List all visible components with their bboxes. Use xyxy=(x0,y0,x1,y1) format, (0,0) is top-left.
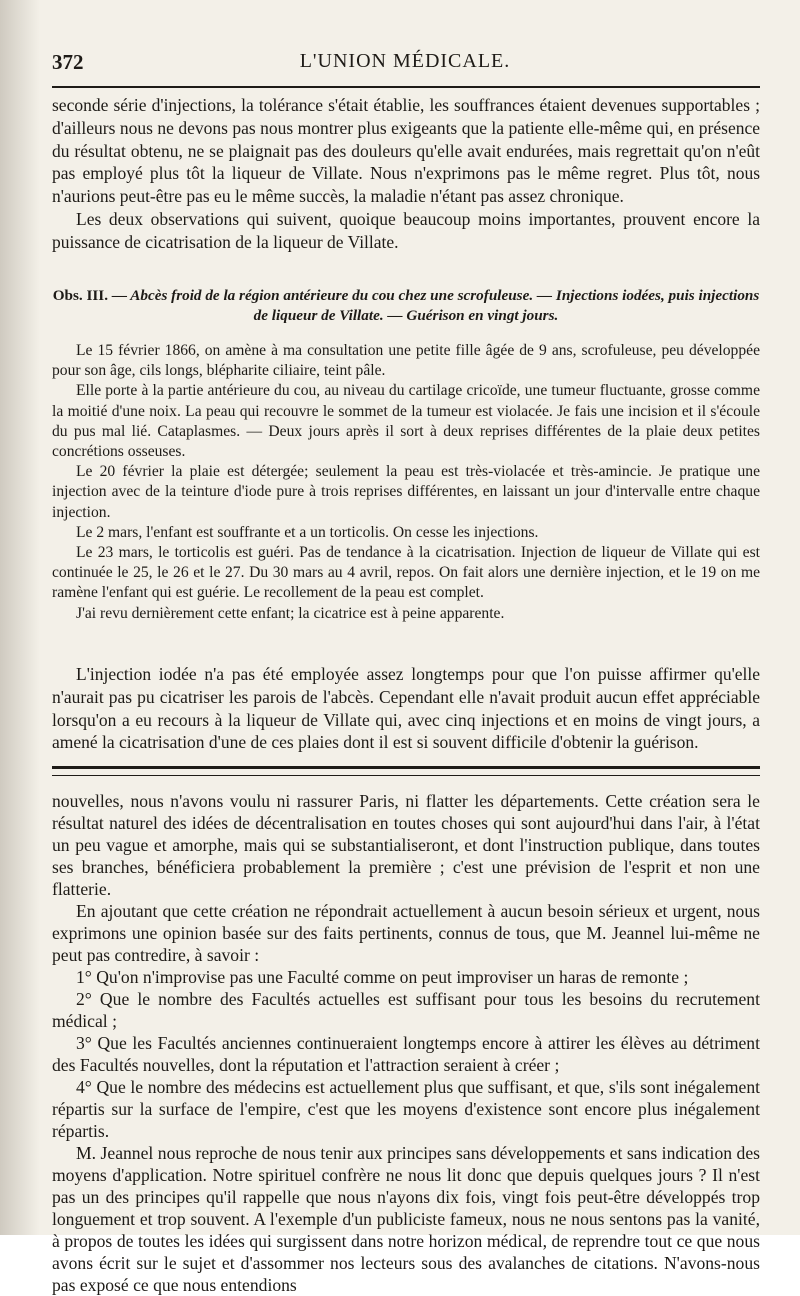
list-item: 1° Qu'on n'improvise pas une Faculté comme on peut improviser un haras de remonte ; xyxy=(76,967,689,987)
conclusion-section xyxy=(52,663,760,754)
paragraph: J'ai revu dernièrement cette enfant; la cicatrice est à peine apparente. xyxy=(76,604,505,622)
header-rule xyxy=(52,86,760,88)
paragraph: M. Jeannel nous reproche de nous tenir aux principes sans développements et sans indication des moyens d'application. Notre spirituel confrère ne nous lit donc que depuis quelques jours ? Il n'est pas un des principes qu'il rappelle que nous n'ayons dix fois, vingt fois peut-être développés trop longuement et trop souvent. A l'exemple d'un publiciste fameux, nous ne nous sentons pas la vanité, à propos de toutes les idées qui surgissent dans notre horizon médical, de reprendre tout ce que nous avons écrit sur le sujet et d'assommer nos lecteurs sous des avalanches de citations. N'avons-nous pas exposé ce que nous entendions xyxy=(52,1143,760,1295)
paragraph: seconde série d'injections, la tolérance s'était établie, les souffrances étaient devenues supportables ; d'ailleurs nous ne devons pas nous montrer plus exigeants que la patiente elle-même qui, en présence du résultat obtenu, ne se plaignait pas des douleurs qu'elle avait endurées, mais regrettait qu'on n'eût pas employé plus tôt la liqueur de Villate. Nous n'exprimons pas le même regret. Plus tôt, nous n'aurions peut-être pas eu le même succès, la maladie n'étant pas assez chronique. xyxy=(52,95,760,207)
feuilleton-separator xyxy=(52,766,760,776)
paragraph: En ajoutant que cette création ne répondrait actuellement à aucun besoin sérieux et urgent, nous exprimons une opinion basée sur des faits pertinents, connus de tous, que M. Jeannel lui-même ne peut pas contredire, à savoir : xyxy=(52,901,760,965)
feuilleton-section xyxy=(52,790,760,1296)
list-item: 4° Que le nombre des médecins est actuellement plus que suffisant, et que, s'ils sont inégalement répartis sur la surface de l'empire, c'est que les moyens d'existence sont encore plus inégalement répartis. xyxy=(52,1077,760,1141)
paragraph: nouvelles, nous n'avons voulu ni rassurer Paris, ni flatter les départements. Cette création sera le résultat naturel des idées de décentralisation en toutes choses qui sont aujourd'hui dans l'air, à l'état un peu vague et amorphe, mais qui se substantialiseront, et dont l'instruction publique, dans toutes ses branches, bénéficiera probablement la première ; c'est une prévision de l'esprit et non une flatterie. xyxy=(52,791,760,899)
page-header xyxy=(52,50,758,80)
paragraph: Le 23 mars, le torticolis est guéri. Pas de tendance à la cicatrisation. Injection de liqueur de Villate qui est continuée le 25, le 26 et le 27. Du 30 mars au 4 avril, repos. On fait alors une dernière injection, et le 19 on me ramène l'enfant qui est guérie. Le recollement de la peau est complet. xyxy=(52,544,760,602)
observation-heading xyxy=(52,286,760,326)
paragraph: L'injection iodée n'a pas été employée assez longtemps pour que l'on puisse affirmer qu'elle n'aurait pas pu cicatriser les parois de l'abcès. Cependant elle n'avait produit aucun effet appréciable lorsqu'on a eu recours à la liqueur de Villate qui, avec cinq injections et en moins de vingt jours, a amené la cicatrisation d'une de ces plaies dont il est si souvent difficile d'obtenir la guérison. xyxy=(52,664,760,753)
running-title: L'UNION MÉDICALE. xyxy=(299,50,511,72)
top-section xyxy=(52,94,760,254)
observation-label: Obs. III. xyxy=(52,287,109,304)
page-number: 372 xyxy=(52,50,84,74)
paragraph: Le 2 mars, l'enfant est souffrante et a un torticolis. On cesse les injections. xyxy=(76,523,539,541)
observation-title: — Abcès froid de la région antérieure du cou chez une scrofuleuse. — Injections iodées, puis injections de liqueur de Villate. — Guérison en vingt jours. xyxy=(111,287,760,324)
observation-body xyxy=(52,341,760,624)
paragraph: Les deux observations qui suivent, quoique beaucoup moins importantes, prouvent encore la puissance de cicatrisation de la liqueur de Villate. xyxy=(52,208,760,252)
list-item: 2° Que le nombre des Facultés actuelles est suffisant pour tous les besoins du recrutement médical ; xyxy=(52,989,760,1031)
list-item: 3° Que les Facultés anciennes continueraient longtemps encore à attirer les élèves au détriment des Facultés nouvelles, dont la réputation et l'attraction seraient à créer ; xyxy=(52,1033,760,1075)
paragraph: Elle porte à la partie antérieure du cou, au niveau du cartilage cricoïde, une tumeur fluctuante, grosse comme la moitié d'une noix. La peau qui recouvre le sommet de la tumeur est violacée. Je fais une incision et il s'écoule du pus mal lié. Cataplasmes. — Deux jours après il sort à deux reprises différentes de la plaie deux petites concrétions osseuses. xyxy=(52,382,760,461)
page-gutter-shadow xyxy=(0,0,40,1235)
paragraph: Le 20 février la plaie est détergée; seulement la peau est très-violacée et très-amincie. Je pratique une injection avec de la teinture d'iode pure à trois reprises différentes, en laissant un jour d'intervalle entre chaque injection. xyxy=(52,463,760,521)
paragraph: Le 15 février 1866, on amène à ma consultation une petite fille âgée de 9 ans, scrofuleuse, peu développée pour son âge, cils longs, blépharite ciliaire, teint pâle. xyxy=(52,342,760,380)
